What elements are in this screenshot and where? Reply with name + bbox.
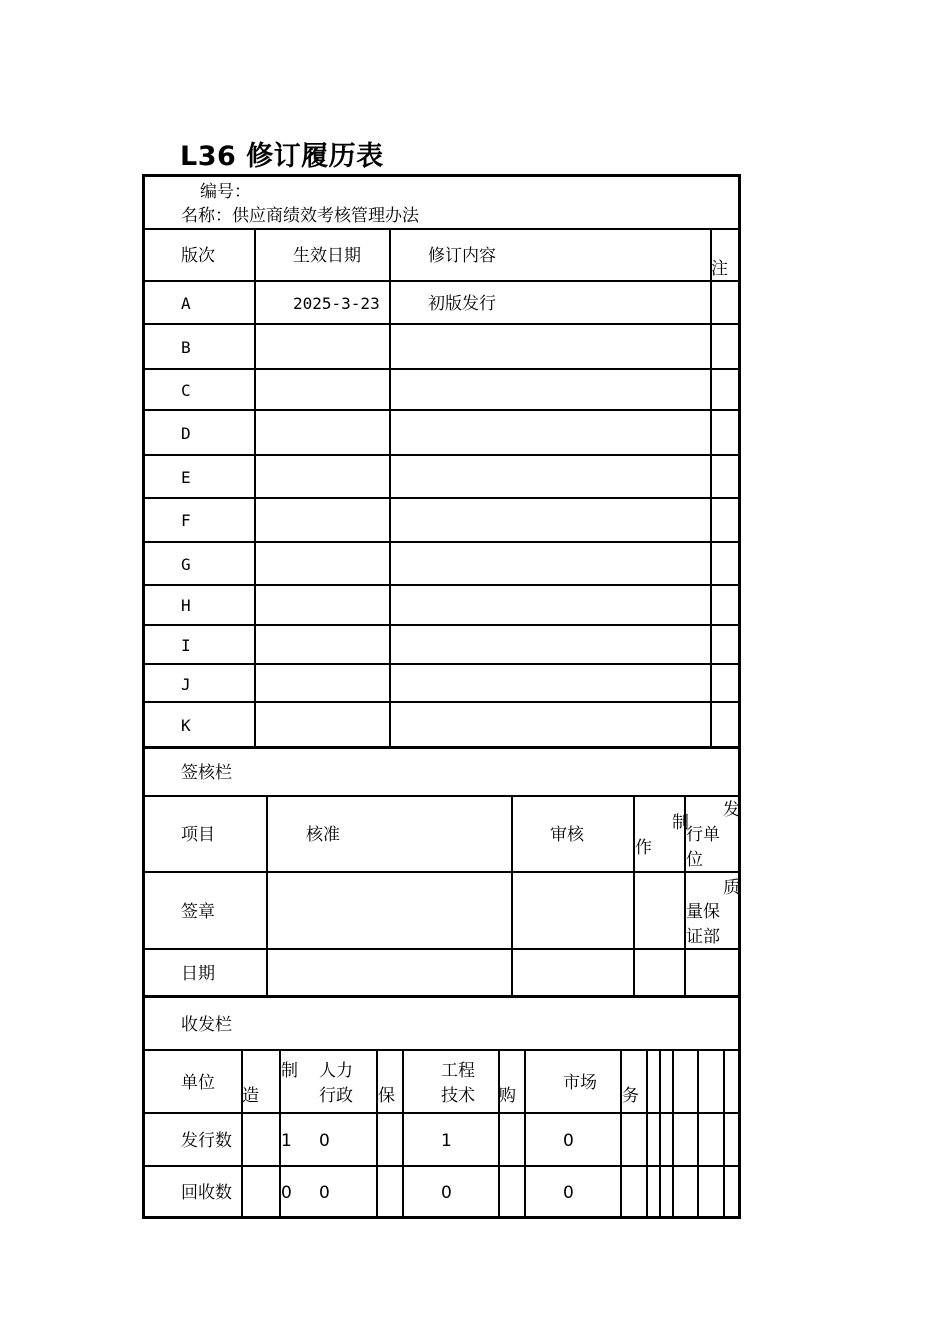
table-row-version: A bbox=[181, 294, 191, 313]
distribution-dept-4b: 技术 bbox=[441, 1086, 475, 1106]
table-row-version: J bbox=[181, 675, 191, 694]
distribution-returned-label: 回收数 bbox=[181, 1183, 232, 1203]
approval-issuer-value-1: 质 bbox=[723, 878, 740, 898]
approval-issuer-label-3: 位 bbox=[686, 850, 703, 870]
distribution-returned-value: 0 bbox=[319, 1183, 330, 1203]
table-row-version: H bbox=[181, 596, 191, 615]
distribution-issued-label: 发行数 bbox=[181, 1131, 232, 1151]
table-row-version: D bbox=[181, 424, 191, 443]
approval-review-label: 审核 bbox=[550, 825, 584, 845]
column-header-version: 版次 bbox=[181, 246, 215, 266]
distribution-dept-4a: 工程 bbox=[441, 1061, 475, 1081]
distribution-dept-2a: 人力 bbox=[319, 1061, 353, 1081]
approval-item-label: 项目 bbox=[181, 825, 215, 845]
column-header-note: 注 bbox=[711, 259, 728, 279]
approval-approve-label: 核准 bbox=[306, 825, 340, 845]
table-row-version: B bbox=[181, 338, 191, 357]
distribution-returned-value: 0 bbox=[441, 1183, 452, 1203]
approval-issuer-label-1: 发 bbox=[723, 800, 740, 820]
distribution-dept-3: 保 bbox=[378, 1086, 395, 1106]
distribution-dept-6: 市场 bbox=[563, 1073, 597, 1093]
distribution-dept-7: 务 bbox=[622, 1086, 639, 1106]
distribution-dept-1b: 制 bbox=[281, 1061, 298, 1081]
approval-issuer-value-3: 证部 bbox=[686, 927, 720, 947]
approval-make-label-1: 制 bbox=[672, 813, 689, 833]
table-row-date: 2025-3-23 bbox=[293, 294, 380, 313]
page-title: L36 修订履历表 bbox=[180, 141, 384, 172]
distribution-issued-value: 1 bbox=[441, 1131, 452, 1151]
table-row-version: G bbox=[181, 555, 191, 574]
distribution-issued-value: 1 bbox=[281, 1131, 292, 1151]
approval-section-title: 签核栏 bbox=[181, 763, 232, 783]
approval-make-label-2: 作 bbox=[635, 838, 652, 858]
approval-seal-label: 签章 bbox=[181, 902, 215, 922]
table-row-version: C bbox=[181, 381, 191, 400]
distribution-dept-5: 购 bbox=[499, 1086, 516, 1106]
approval-issuer-value-2: 量保 bbox=[686, 902, 720, 922]
document-number-label: 编号： bbox=[200, 182, 251, 202]
document-name: 名称：供应商绩效考核管理办法 bbox=[181, 206, 419, 226]
distribution-dept-1a: 造 bbox=[242, 1086, 259, 1106]
approval-issuer-label-2: 行单 bbox=[686, 825, 720, 845]
distribution-returned-value: 0 bbox=[563, 1183, 574, 1203]
distribution-unit-label: 单位 bbox=[181, 1073, 215, 1093]
distribution-issued-value: 0 bbox=[563, 1131, 574, 1151]
column-header-revision-content: 修订内容 bbox=[428, 246, 496, 266]
approval-date-label: 日期 bbox=[181, 964, 215, 984]
table-row-version: E bbox=[181, 468, 191, 487]
table-row-version: I bbox=[181, 636, 191, 655]
distribution-issued-value: 0 bbox=[319, 1131, 330, 1151]
distribution-section-title: 收发栏 bbox=[181, 1015, 232, 1035]
column-header-effective-date: 生效日期 bbox=[293, 246, 361, 266]
table-row-version: F bbox=[181, 511, 191, 530]
table-row-version: K bbox=[181, 716, 191, 735]
distribution-dept-2b: 行政 bbox=[319, 1086, 353, 1106]
table-row-content: 初版发行 bbox=[428, 294, 496, 314]
distribution-returned-value: 0 bbox=[281, 1183, 292, 1203]
